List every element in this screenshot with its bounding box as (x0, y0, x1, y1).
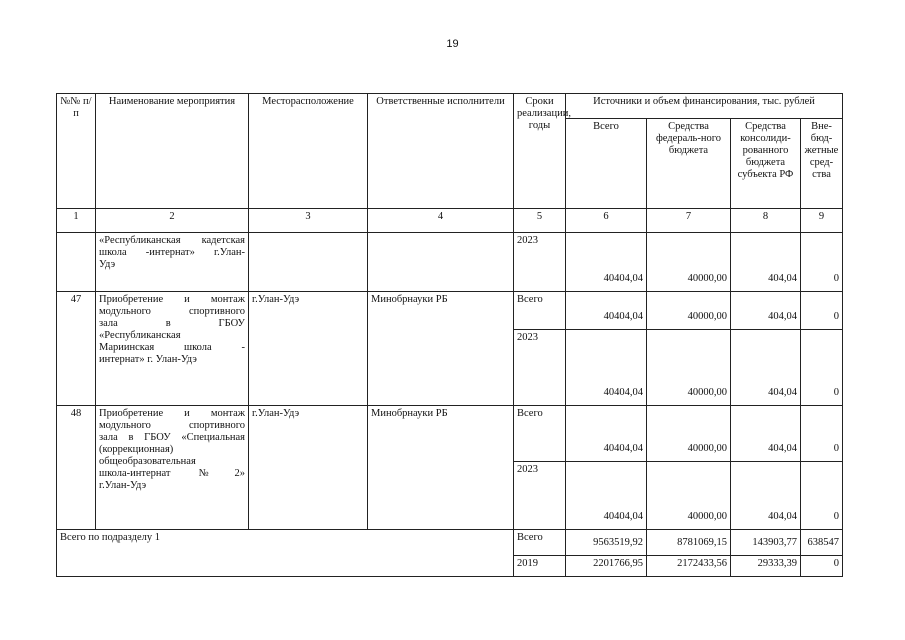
name-line: школа-интернат №2» (99, 468, 245, 479)
table-row (57, 292, 843, 330)
summary-total: 9563519,92 (566, 530, 647, 556)
summary-federal: 8781069,15 (647, 530, 731, 556)
row-federal: 40000,00 (647, 292, 731, 330)
row-responsible (368, 233, 514, 292)
row-term: 2023 (514, 462, 566, 530)
row-regional: 404,04 (731, 233, 801, 292)
summary-term: Всего (514, 530, 566, 556)
row-num: 48 (57, 406, 96, 530)
row-location (249, 233, 368, 292)
table-row (57, 406, 843, 462)
row-extra: 0 (801, 292, 843, 330)
name-line: зала в ГБОУ (99, 318, 245, 329)
col-num-8: 8 (731, 209, 801, 233)
summary-extra: 638547 (801, 530, 843, 556)
col-num-3: 3 (249, 209, 368, 233)
header-name: Наименование мероприятия (96, 94, 249, 209)
summary-regional: 29333,39 (731, 556, 801, 577)
row-extra: 0 (801, 233, 843, 292)
header-term: Сроки реализации, годы (514, 94, 566, 209)
row-name (96, 233, 249, 292)
header-total: Всего (566, 119, 647, 209)
header-extra: Вне-бюд-жетные сред-ства (801, 119, 843, 209)
summary-federal: 2172433,56 (647, 556, 731, 577)
summary-regional: 143903,77 (731, 530, 801, 556)
summary-total: 2201766,95 (566, 556, 647, 577)
row-responsible: Минобрнауки РБ (368, 292, 514, 406)
row-regional: 404,04 (731, 292, 801, 330)
summary-label: Всего по подразделу 1 (57, 530, 514, 577)
name-line: Приобретение и монтаж (99, 294, 245, 305)
name-line: зала в ГБОУ «Специальная (99, 432, 245, 443)
name-line: Мариинская школа - (99, 342, 245, 353)
row-federal: 40000,00 (647, 406, 731, 462)
row-name (96, 292, 249, 406)
row-total: 40404,04 (566, 233, 647, 292)
row-total: 40404,04 (566, 462, 647, 530)
header-regional: Средства консолиди-рованного бюджета субъекта РФ (731, 119, 801, 209)
header-row-1 (57, 94, 843, 119)
row-num: 47 (57, 292, 96, 406)
col-num-5: 5 (514, 209, 566, 233)
header-responsible: Ответственные исполнители (368, 94, 514, 209)
row-federal: 40000,00 (647, 462, 731, 530)
summary-row (57, 530, 843, 556)
name-line: Приобретение и монтаж (99, 408, 245, 419)
row-total: 40404,04 (566, 330, 647, 406)
row-location: г.Улан-Удэ (249, 292, 368, 406)
col-num-7: 7 (647, 209, 731, 233)
col-num-1: 1 (57, 209, 96, 233)
row-responsible: Минобрнауки РБ (368, 406, 514, 530)
header-federal: Средства федераль-ного бюджета (647, 119, 731, 209)
funding-table (56, 93, 843, 577)
name-line: школа -интернат» г.Улан- (99, 247, 245, 258)
name-line: г.Улан-Удэ (99, 480, 147, 491)
header-funding: Источники и объем финансирования, тыс. рублей (566, 94, 843, 119)
row-federal: 40000,00 (647, 233, 731, 292)
row-regional: 404,04 (731, 406, 801, 462)
col-num-6: 6 (566, 209, 647, 233)
summary-extra: 0 (801, 556, 843, 577)
name-line: общеобразовательная (99, 456, 196, 467)
column-numbers-row (57, 209, 843, 233)
name-line: (коррекционная) (99, 444, 174, 455)
row-term: 2023 (514, 330, 566, 406)
row-location: г.Улан-Удэ (249, 406, 368, 530)
header-location: Месторасположение (249, 94, 368, 209)
table-row (57, 233, 843, 292)
row-regional: 404,04 (731, 330, 801, 406)
row-extra: 0 (801, 462, 843, 530)
col-num-2: 2 (96, 209, 249, 233)
header-num: №№ п/п (57, 94, 96, 209)
summary-term: 2019 (514, 556, 566, 577)
name-line: модульного спортивного (99, 420, 245, 431)
col-num-4: 4 (368, 209, 514, 233)
row-federal: 40000,00 (647, 330, 731, 406)
row-total: 40404,04 (566, 406, 647, 462)
name-line: интернат» г. Улан-Удэ (99, 354, 197, 365)
col-num-9: 9 (801, 209, 843, 233)
row-term: Всего (514, 292, 566, 330)
name-line: «Республиканская кадетская (99, 235, 245, 246)
row-name (96, 406, 249, 530)
name-line: Удэ (99, 259, 116, 270)
row-num (57, 233, 96, 292)
row-term: 2023 (514, 233, 566, 292)
row-extra: 0 (801, 330, 843, 406)
row-regional: 404,04 (731, 462, 801, 530)
row-total: 40404,04 (566, 292, 647, 330)
name-line: модульного спортивного (99, 306, 245, 317)
row-term: Всего (514, 406, 566, 462)
row-extra: 0 (801, 406, 843, 462)
name-line: «Республиканская (99, 330, 181, 341)
page-number: 19 (446, 38, 459, 50)
